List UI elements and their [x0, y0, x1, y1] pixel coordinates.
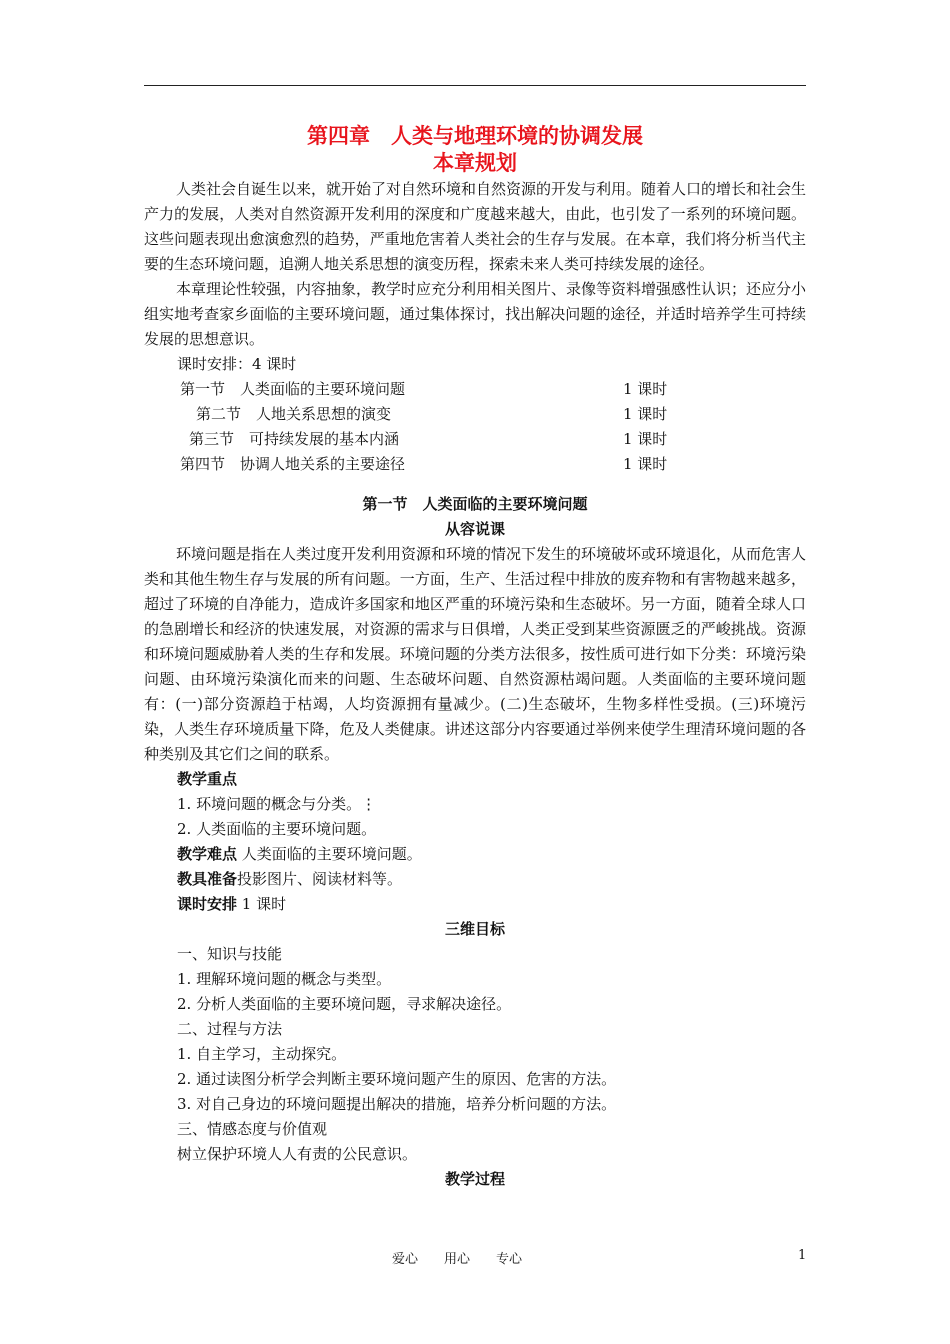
schedule-row [144, 377, 806, 402]
header-rule [144, 85, 806, 86]
goals-title: 三维目标 [444, 920, 505, 938]
hours-label: 课时安排 [177, 895, 238, 913]
page-number: 1 [798, 1248, 807, 1263]
schedule-label: 课时安排：4 课时 [177, 355, 297, 373]
schedule-item-name: 第二节 人地关系思想的演变 [196, 405, 392, 423]
chapter-subtitle: 本章规划 [433, 151, 517, 175]
goal-line: 二、过程与方法 [177, 1020, 283, 1038]
goal-line: 3. 对自己身边的环境问题提出解决的措施，培养分析问题的方法。 [177, 1095, 617, 1113]
hours-line [144, 892, 806, 917]
intro-paragraph-1: 人类社会自诞生以来，就开始了对自然环境和自然资源的开发与利用。随着人口的增长和社会生产力的发展，人类对自然资源开发利用的深度和广度越来越大，由此，也引发了一系列的环境问题。这些问题表现出愈演愈烈的趋势，严重地危害着人类社会的生存与发展。在本章，我们将分析当代主要的生态环境问题，追溯人地关系思想的演变历程，探索未来人类可持续发展的途径。 [144, 180, 807, 273]
goal-line: 1. 自主学习，主动探究。 [177, 1045, 347, 1063]
schedule-row [144, 427, 806, 452]
key-point-item: 1. 环境问题的概念与分类。⋮ [177, 795, 377, 813]
tools-text: 投影图片、阅读材料等。 [237, 870, 403, 888]
goal-line: 树立保护环境人人有责的公民意识。 [177, 1145, 418, 1163]
difficulty-text: 人类面临的主要环境问题。 [237, 845, 422, 863]
section-body: 环境问题是指在人类过度开发利用资源和环境的情况下发生的环境破坏或环境退化，从而危害人类和其他生物生存与发展的所有问题。一方面，生产、生活过程中排放的废弃物和有害物越来越多，超过了环境的自净能力，造成许多国家和地区严重的环境污染和生态破坏。另一方面，随着全球人口的急剧增长和经济的快速发展，对资源的需求与日俱增，人类正受到某些资源匮乏的严峻挑战。资源和环境问题威胁着人类的生存和发展。环境问题的分类方法很多，按性质可进行如下分类：环境污染问题、由环境污染演化而来的问题、生态破坏问题、自然资源枯竭问题。人类面临的主要环境问题有：(一)部分资源趋于枯竭，人均资源拥有量减少。(二)生态破坏，生物多样性受损。(三)环境污染，人类生存环境质量下降，危及人类健康。讲述这部分内容要通过举例来使学生理清环境问题的各种类别及其它们之间的联系。 [144, 545, 807, 763]
schedule-item-hours: 1 课时 [623, 455, 668, 473]
section-subtitle: 从容说课 [444, 520, 505, 538]
goal-line: 2. 分析人类面临的主要环境问题，寻求解决途径。 [177, 995, 512, 1013]
footer-motto: 爱心 用心 专心 [392, 1252, 523, 1267]
key-points-label: 教学重点 [177, 770, 238, 788]
goal-line: 2. 通过读图分析学会判断主要环境问题产生的原因、危害的方法。 [177, 1070, 617, 1088]
section-title: 第一节 人类面临的主要环境问题 [362, 495, 588, 513]
document-body [144, 122, 806, 1192]
schedule-item-name: 第三节 可持续发展的基本内涵 [189, 430, 400, 448]
goal-line: 三、情感态度与价值观 [177, 1120, 328, 1138]
schedule-item-hours: 1 课时 [623, 380, 668, 398]
schedule-item-hours: 1 课时 [623, 430, 668, 448]
schedule-row [144, 402, 806, 427]
goal-line: 一、知识与技能 [177, 945, 283, 963]
schedule-item-hours: 1 课时 [623, 405, 668, 423]
key-point-item: 2. 人类面临的主要环境问题。 [177, 820, 377, 838]
hours-text: 1 课时 [237, 895, 287, 913]
goal-line: 1. 理解环境问题的概念与类型。 [177, 970, 392, 988]
tools-line [144, 867, 806, 892]
tools-label: 教具准备 [177, 870, 238, 888]
chapter-title: 第四章 人类与地理环境的协调发展 [307, 124, 643, 148]
schedule-item-name: 第四节 协调人地关系的主要途径 [180, 455, 406, 473]
schedule-item-name: 第一节 人类面临的主要环境问题 [180, 380, 406, 398]
schedule-row [144, 452, 806, 477]
intro-paragraph-2: 本章理论性较强，内容抽象，教学时应充分利用相关图片、录像等资料增强感性认识；还应分小组实地考查家乡面临的主要环境问题，通过集体探讨，找出解决问题的途径，并适时培养学生可持续发展的思想意识。 [144, 280, 807, 348]
key-points-heading [144, 767, 806, 792]
difficulty-label: 教学难点 [177, 845, 238, 863]
page-footer [0, 1248, 950, 1268]
process-title: 教学过程 [444, 1170, 505, 1188]
difficulty-line [144, 842, 806, 867]
